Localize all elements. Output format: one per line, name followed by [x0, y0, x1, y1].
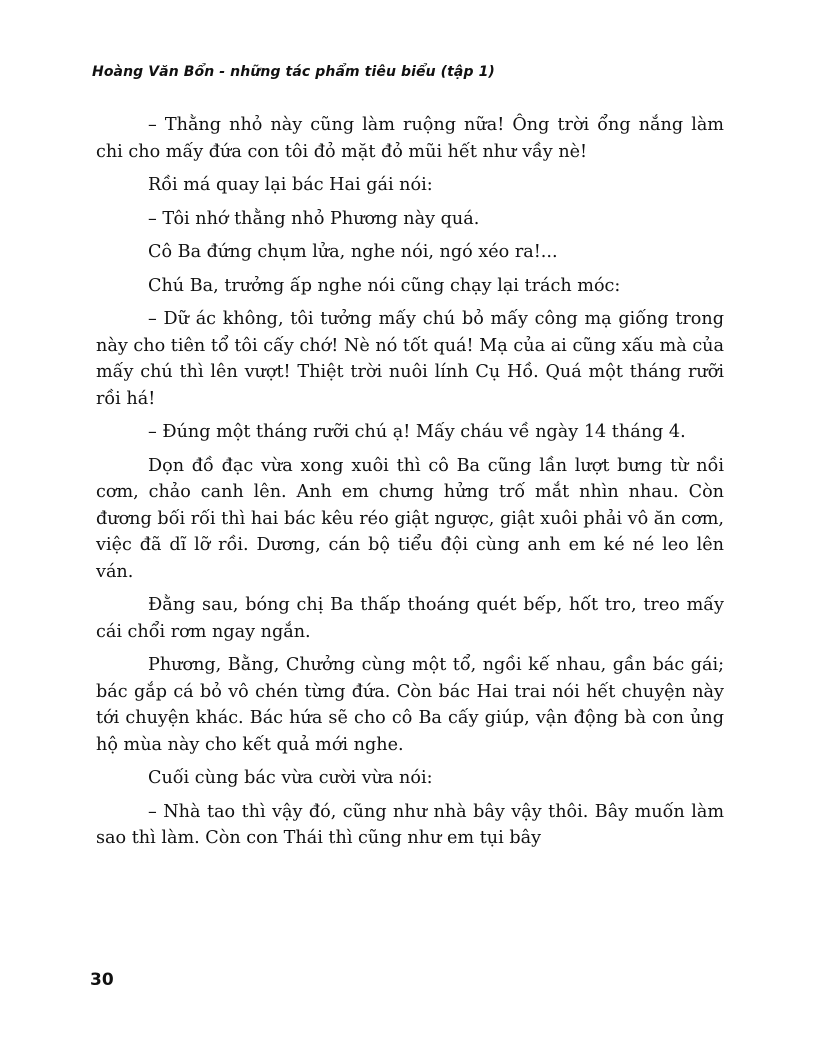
paragraph: – Nhà tao thì vậy đó, cũng như nhà bây vậy thôi. Bây muốn làm sao thì làm. Còn con Thái thì cũng như em tụi bây [96, 801, 724, 848]
running-header: Hoàng Văn Bổn - những tác phẩm tiêu biểu (tập 1) [92, 64, 495, 80]
paragraph: Rồi má quay lại bác Hai gái nói: [148, 175, 433, 195]
paragraph: Cô Ba đứng chụm lửa, nghe nói, ngó xéo ra!... [148, 242, 558, 262]
paragraph: Cuối cùng bác vừa cười vừa nói: [148, 768, 433, 788]
paragraph: – Thằng nhỏ này cũng làm ruộng nữa! Ông trời ổng nắng làm chi cho mấy đứa con tôi đỏ mặt đỏ mũi hết như vầy nè! [96, 115, 724, 162]
paragraph: – Dữ ác không, tôi tưởng mấy chú bỏ mấy công mạ giống trong này cho tiên tổ tôi cấy chớ! Nè nó tốt quá! Mạ của ai cũng xấu mà của mấy chú thì lên vượt! Thiệt trời nuôi lính Cụ Hồ. Quá một tháng rưỡi rồi há! [96, 309, 724, 409]
paragraph: Đằng sau, bóng chị Ba thấp thoáng quét bếp, hốt tro, treo mấy cái chổi rơm ngay ngắn. [96, 595, 724, 642]
page-body [96, 112, 724, 859]
paragraph: Phương, Bằng, Chưởng cùng một tổ, ngồi kế nhau, gần bác gái; bác gắp cá bỏ vô chén từng đứa. Còn bác Hai trai nói hết chuyện này tới chuyện khác. Bác hứa sẽ cho cô Ba cấy giúp, vận động bà con ủng hộ mùa này cho kết quả mới nghe. [96, 655, 724, 755]
page-number: 30 [90, 970, 114, 990]
paragraph: Chú Ba, trưởng ấp nghe nói cũng chạy lại trách móc: [148, 275, 621, 296]
paragraph: Dọn đồ đạc vừa xong xuôi thì cô Ba cũng lần lượt bưng từ nồi cơm, chảo canh lên. Anh em chưng hửng trố mắt nhìn nhau. Còn đương bối rối thì hai bác kêu réo giật ngược, giật xuôi phải vô ăn cơm, việc đã dĩ lỡ rồi. Dương, cán bộ tiểu đội cùng anh em ké né leo lên ván. [96, 455, 724, 582]
paragraph: – Đúng một tháng rưỡi chú ạ! Mấy cháu về ngày 14 tháng 4. [148, 422, 686, 442]
paragraph: – Tôi nhớ thằng nhỏ Phương này quá. [148, 208, 480, 229]
